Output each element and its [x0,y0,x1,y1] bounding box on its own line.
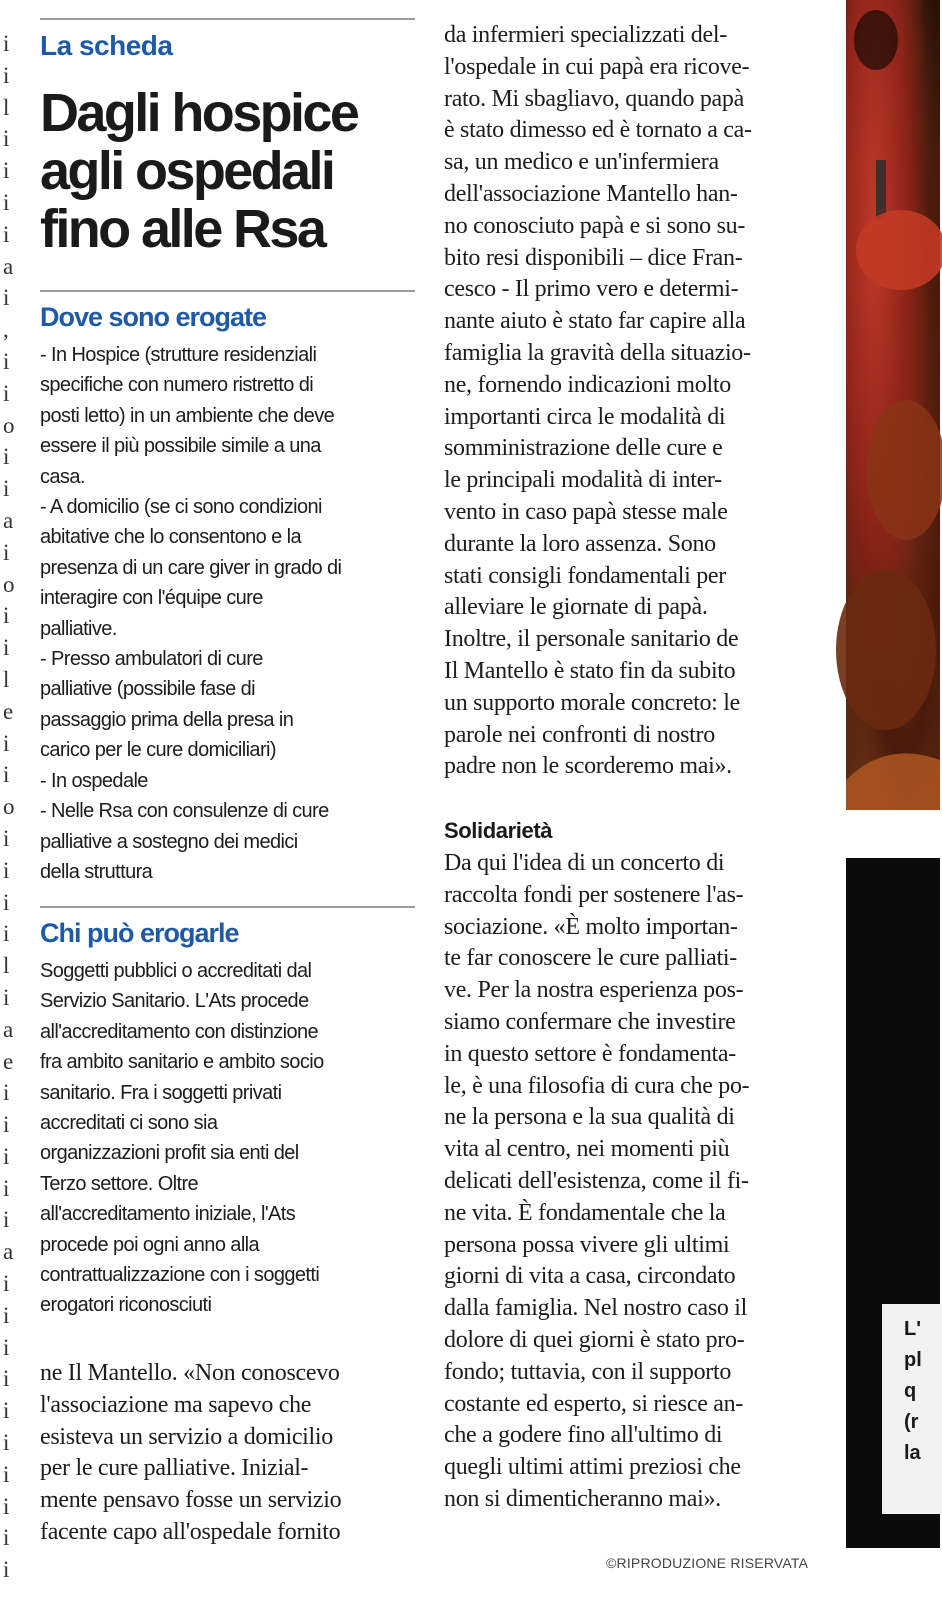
text-line: dalla famiglia. Nel nostro caso il [444,1295,748,1322]
text-line: casa. [40,465,85,488]
text-line: sanitario. Fra i soggetti privati [40,1081,282,1104]
cropped-letter: i [3,1366,10,1392]
text-line: non si dimenticheranno mai». [444,1485,721,1512]
cropped-letter: i [3,31,10,56]
text-line: rato. Mi sbagliavo, quando papà [444,85,744,112]
text-line: palliative. [40,617,117,640]
text-line: somministrazione delle cure e [444,435,723,462]
text-line: alleviare le giornate di papà. [444,594,708,621]
caption-fragment: pl [904,1349,922,1371]
text-line: posti letto) in un ambiente che deve [40,404,335,427]
cropped-letter: i [3,1175,10,1201]
cropped-letter: i [3,1430,10,1456]
article-column-2 [444,20,752,783]
text-line: organizzazioni profit sia enti del [40,1142,299,1165]
cropped-letter: e [3,698,14,724]
text-line: parole nei confronti di nostro [444,721,715,748]
cropped-letter: a [3,1016,14,1042]
text-line: esisteva un servizio a domicilio [40,1423,333,1450]
text-line: le, è una filosofia di cura che po- [444,1072,750,1099]
cropped-letter: i [3,889,10,915]
text-line: sociazione. «È molto importan- [444,913,738,940]
text-line: Soggetti pubblici o accreditati dal [40,960,312,982]
article-column-2-continued [444,848,749,1516]
section-title-dove: Dove sono erogate [40,302,267,332]
text-line: vento in caso papà stesse male [444,498,728,525]
text-line: all'accreditamento con distinzione [40,1020,319,1043]
previous-column-fragment [0,28,15,1583]
concert-photo [846,0,940,810]
text-line: giorni di vita a casa, circondato [444,1263,736,1290]
text-line: passaggio prima della presa in [40,708,294,731]
cropped-letter: o [3,794,15,820]
text-line: - Nelle Rsa con consulenze di cure [40,800,329,823]
text-line: l'associazione ma sapevo che [40,1391,312,1418]
cropped-letter: i [3,476,10,502]
text-line: abitative che lo consentono e la [40,526,301,549]
text-line: te far conoscere le cure palliati- [444,945,737,972]
cropped-letter: i [3,285,10,311]
text-line: all'accreditamento iniziale, l'Ats [40,1203,296,1226]
cropped-letter: o [3,571,15,597]
text-line: ve. Per la nostra esperienza pos- [444,977,744,1004]
dark-photo [846,858,940,1548]
text-line: palliative (possibile fase di [40,678,255,701]
cropped-letter: i [3,635,10,661]
caption-fragment: la [904,1442,921,1464]
cropped-letter: i [3,984,10,1010]
text-line: bito resi disponibili – dice Fran- [444,244,743,271]
text-line: siamo confermare che investire [444,1008,736,1035]
text-line: dell'associazione Mantello han- [444,180,738,207]
text-line: specifiche con numero ristretto di [40,374,314,397]
text-line: accreditati ci sono sia [40,1112,218,1135]
cropped-letter: i [3,126,10,152]
text-line: mente pensavo fosse un servizio [40,1487,342,1514]
text-line: delicati dell'esistenza, come il fi- [444,1167,749,1194]
section-body-chi [40,956,420,1321]
cropped-letter: i [3,1493,10,1519]
text-line: procede poi ogni anno alla [40,1233,260,1256]
text-line: famiglia la gravità della situazio- [444,339,751,366]
cropped-letter: i [3,1334,10,1360]
text-line: contrattualizzazione con i soggetti [40,1264,320,1287]
text-line: Terzo settore. Oltre [40,1172,199,1195]
text-line: della struttura [40,860,153,883]
cropped-letter: i [3,1080,10,1106]
text-line: padre non le scorderemo mai». [444,753,732,780]
top-rule [40,18,415,20]
cropped-letter: i [3,189,10,215]
copyright-notice: ©RIPRODUZIONE RISERVATA [606,1555,809,1571]
cropped-letter: a [3,1239,14,1265]
cropped-letter: i [3,857,10,883]
text-line: è stato dimesso ed è tornato a ca- [444,117,752,144]
text-line: ne la persona e la sua qualità di [444,1104,735,1131]
text-line: sa, un medico e un'infermiera [444,149,719,176]
text-line: Da qui l'idea di un concerto di [444,850,725,876]
section-rule [40,290,415,292]
cropped-letter: l [3,953,10,979]
text-line: durante la loro assenza. Sono [444,530,716,557]
cropped-letter: , [3,317,9,343]
cropped-letter: i [3,921,10,947]
text-line: importanti circa le modalità di [444,403,726,430]
cropped-letter: i [3,1302,10,1328]
cropped-letter: i [3,221,10,247]
photo-caption [882,1304,942,1514]
cropped-letter: i [3,762,10,788]
text-line: stati consigli fondamentali per [444,562,726,589]
text-line: facente capo all'ospedale fornito [40,1518,341,1545]
section-title-chi: Chi può erogarle [40,918,239,948]
headline-line: Dagli hospice [40,83,358,143]
cropped-letter: a [3,253,14,279]
cropped-letter: i [3,539,10,565]
cropped-letter: i [3,1398,10,1424]
cropped-letter: i [3,62,10,88]
cropped-letter: i [3,1461,10,1487]
text-line: raccolta fondi per sostenere l'as- [444,881,744,908]
caption-fragment: (r [904,1411,919,1433]
cropped-letter: i [3,1207,10,1233]
text-line: - Presso ambulatori di cure [40,648,263,671]
text-line: che a godere fino all'ultimo di [444,1422,723,1449]
cropped-letter: l [3,666,10,692]
headline-line: fino alle Rsa [40,199,325,259]
section-rule [40,906,415,908]
cropped-letter: i [3,1525,10,1551]
cropped-letter: i [3,380,10,406]
text-line: le principali modalità di inter- [444,467,722,494]
cropped-letter: l [3,94,10,120]
text-line: carico per le cure domiciliari) [40,739,276,762]
cropped-letter: i [3,730,10,756]
text-line: nante aiuto è stato far capire alla [444,308,746,335]
cropped-letter: o [3,412,15,438]
cropped-letter: i [3,603,10,629]
cropped-letter: i [3,1271,10,1297]
cropped-letter: a [3,507,14,533]
kicker: La scheda [40,30,173,61]
text-line: Servizio Sanitario. L'Ats procede [40,990,309,1013]
text-line: - In ospedale [40,769,148,792]
text-line: ne Il Mantello. «Non conoscevo [40,1360,340,1386]
text-line: in questo settore è fondamenta- [444,1040,736,1067]
cropped-letter: i [3,1143,10,1169]
text-line: persona possa vivere gli ultimi [444,1231,730,1258]
text-line: l'ospedale in cui papà era ricove- [444,53,750,80]
cropped-letter: i [3,1112,10,1138]
text-line: essere il più possibile simile a una [40,435,321,458]
cropped-letter: i [3,158,10,184]
headline-line: agli ospedali [40,141,334,201]
text-line: no conosciuto papà e si sono su- [444,212,746,239]
text-line: costante ed esperto, si riesce an- [444,1390,743,1417]
article-column-1 [40,1358,341,1549]
caption-fragment: q [904,1380,917,1402]
cropped-letter: e [3,1048,14,1074]
text-line: vita al centro, nei momenti più [444,1136,730,1163]
text-line: palliative a sostegno dei medici [40,830,298,853]
subhead-solidarieta: Solidarietà [444,818,553,843]
cropped-letter: i [3,348,10,374]
text-line: da infermieri specializzati del- [444,22,727,48]
text-line: per le cure palliative. Inizial- [40,1455,309,1482]
text-line: fra ambito sanitario e ambito socio [40,1051,324,1074]
text-line: ne vita. È fondamentale che la [444,1199,726,1226]
text-line: interagire con l'équipe cure [40,587,263,610]
text-line: dolore di quei giorni è stato pro- [444,1326,745,1353]
text-line: - In Hospice (strutture residenziali [40,344,317,366]
cropped-letter: i [3,825,10,851]
text-line: erogatori riconosciuti [40,1294,212,1317]
text-line: Il Mantello è stato fin da subito [444,657,736,684]
cropped-letter: i [3,1557,10,1583]
text-line: fondo; tuttavia, con il supporto [444,1358,732,1385]
text-line: presenza di un care giver in grado di [40,556,342,579]
section-body-dove [40,340,420,887]
text-line: - A domicilio (se ci sono condizioni [40,496,322,519]
info-box-la-scheda [40,0,415,1340]
cropped-letter: i [3,444,10,470]
text-line: Inoltre, il personale sanitario de [444,626,739,653]
text-line: ne, fornendo indicazioni molto [444,371,731,398]
text-line: un supporto morale concreto: le [444,689,740,716]
text-line: cesco - Il primo vero e determi- [444,276,739,303]
caption-fragment: L' [904,1318,921,1340]
instruments-illustration [846,0,940,810]
headline [40,84,420,258]
text-line: quegli ultimi attimi preziosi che [444,1454,741,1481]
